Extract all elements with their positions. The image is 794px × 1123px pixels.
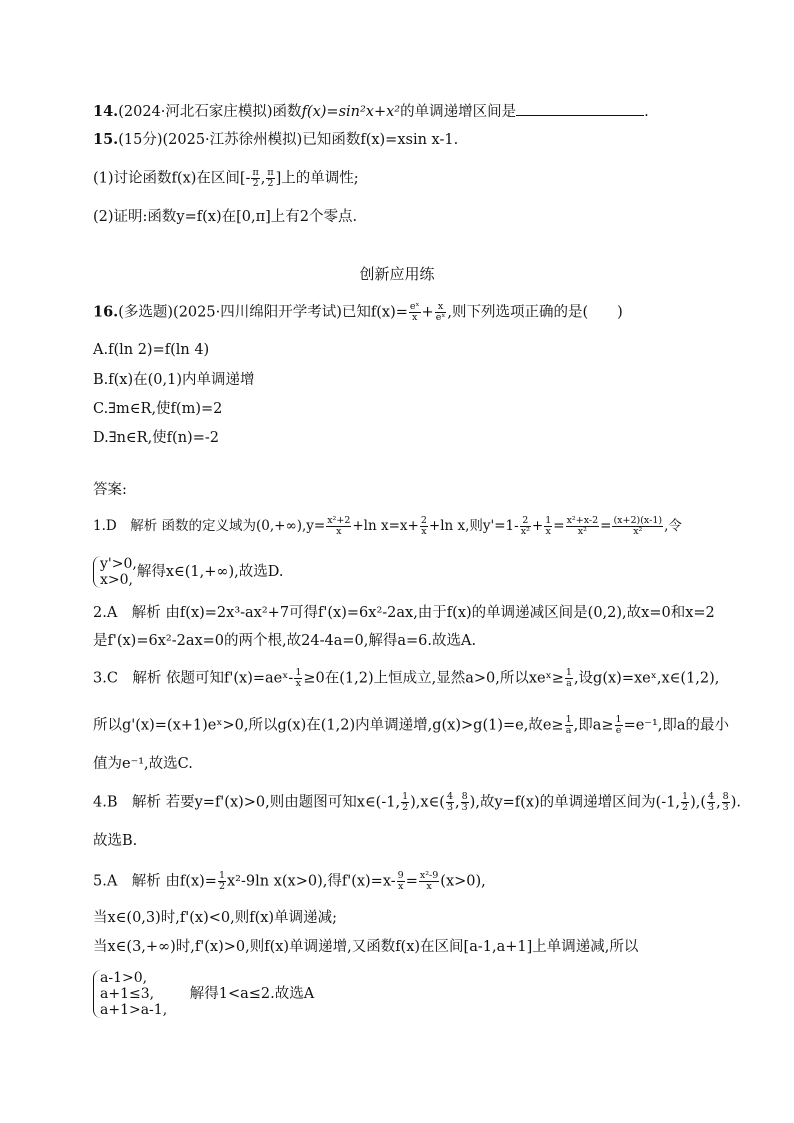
fraction: $\frac{1}{e}$ xyxy=(615,714,622,736)
equation-system: a-1>0, a+1≤3, a+1>a-1, xyxy=(93,970,167,1018)
question-number: 16. xyxy=(93,303,119,321)
answer-2: 2.A 解析 由f(x)=2x³-ax²+7可得f'(x)=6x²-2ax,由于f(x)的单调递减区间是(0,2),故x=0和x=2 xyxy=(93,605,715,621)
option-a: A.f(ln 2)=f(ln 4) xyxy=(93,342,210,358)
question-15-part-2: (2)证明:函数y=f(x)在[0,π]上有2个零点. xyxy=(93,209,358,225)
question-16: 16.(多选题)(2025·四川绵阳开学考试)已知f(x)= $\frac{\text{eˣ}}{x}$ + $\frac{x}{\text{eˣ}}$ ,则下列选项正确的是( ) xyxy=(93,301,623,323)
question-15: 15.(15分)(2025·江苏徐州模拟)已知函数f(x)=xsin x-1. xyxy=(93,131,459,148)
answer-blank[interactable] xyxy=(516,101,644,116)
fraction: $\frac{x}{\text{eˣ}}$ xyxy=(435,301,446,323)
fraction: $\frac{9}{x}$ xyxy=(397,870,404,892)
fraction: $\frac{(x+2)(x-1)}{\text{x²}}$ xyxy=(613,515,663,537)
fraction: $\frac{1}{2}$ xyxy=(682,791,689,813)
answer-3-end: 值为e⁻¹,故选C. xyxy=(93,756,193,772)
answer-3: 3.C 解析 依题可知f'(x)=aeˣ- $\frac{1}{x}$ ≥0在(1,2)上恒成立,显然a>0,所以xeˣ≥ $\frac{1}{a}$ ,设g(x)=xeˣ,x∈(1,2), xyxy=(93,667,720,689)
option-b: B.f(x)在(0,1)内单调递增 xyxy=(93,372,255,388)
fraction: $\frac{4}{3}$ xyxy=(708,791,715,813)
answer-1-system: y'>0, x>0, 解得x∈(1,+∞),故选D. xyxy=(93,556,283,588)
answer-5: 5.A 解析 由f(x)= $\frac{1}{2}$ x²-9ln x(x>0),得f'(x)=x- $\frac{9}{x}$ = $\frac{\text{x²-9}}{x}$ (x>0), xyxy=(93,870,486,892)
option-d: D.∃n∈R,使f(n)=-2 xyxy=(93,430,219,446)
equation-system: y'>0, x>0, xyxy=(93,556,137,588)
question-number: 14. xyxy=(93,103,119,120)
fraction: $\frac{8}{3}$ xyxy=(722,791,729,813)
fraction: $\frac{\text{x²-9}}{x}$ xyxy=(419,870,439,892)
answer-5-system: a-1>0, a+1≤3, a+1>a-1, 解得1<a≤2.故选A xyxy=(93,970,314,1018)
answer-3-cont: 所以g'(x)=(x+1)eˣ>0,所以g(x)在(1,2)内单调递增,g(x)>g(1)=e,故e≥ $\frac{1}{a}$ ,即a≥ $\frac{1}{e}$ =e⁻¹,即a的最小 xyxy=(93,714,730,736)
fraction: $\frac{2}{\text{x²}}$ xyxy=(520,515,530,537)
answer-1: 1.D 解析 函数的定义域为(0,+∞),y= $\frac{\text{x²+2}}{x}$ +ln x=x+ $\frac{2}{x}$ +ln x,则y'=1- $\frac{2}{\text{x²}}$ + $\frac{1}{x}$ = $\frac{\text{x²+x-2}}{\text{x²}}$ = $\frac{(x+2)(x-1)}{\text{x²}}$ ,令 xyxy=(93,515,682,537)
fraction: $\frac{\text{x²+x-2}}{\text{x²}}$ xyxy=(566,515,599,537)
fraction: $\frac{1}{2}$ xyxy=(218,870,225,892)
answer-5-line-2: 当x∈(0,3)时,f'(x)<0,则f(x)单调递减; xyxy=(93,910,337,926)
fraction: $\frac{\text{x²+2}}{x}$ xyxy=(327,515,351,537)
fraction: $\frac{1}{2}$ xyxy=(402,791,409,813)
fraction: $\frac{1}{x}$ xyxy=(295,667,302,689)
answer-4-end: 故选B. xyxy=(93,833,138,849)
section-title: 创新应用练 xyxy=(359,265,435,283)
question-14: 14.(2024·河北石家庄模拟)函数f(x)=sin²x+x²的单调递增区间是 . xyxy=(93,103,649,120)
answers-label: 答案: xyxy=(93,482,127,498)
option-c: C.∃m∈R,使f(m)=2 xyxy=(93,401,223,417)
fraction: $\frac{\pi}{2}$ xyxy=(252,167,259,189)
question-15-part-1: (1)讨论函数f(x)在区间[- $\frac{\pi}{2}$ , $\frac{\pi}{2}$ ]上的单调性; xyxy=(93,167,359,189)
answer-5-line-3: 当x∈(3,+∞)时,f'(x)>0,则f(x)单调递增,又函数f(x)在区间[a-1,a+1]上单调递减,所以 xyxy=(93,939,639,955)
fraction: $\frac{1}{a}$ xyxy=(565,714,572,736)
fraction: $\frac{2}{x}$ xyxy=(420,515,427,537)
fraction: $\frac{\pi}{2}$ xyxy=(267,167,274,189)
answer-2-cont: 是f'(x)=6x²-2ax=0的两个根,故24-4a=0,解得a=6.故选A. xyxy=(93,633,477,649)
answer-4: 4.B 解析 若要y=f'(x)>0,则由题图可知x∈(-1, $\frac{1}{2}$ ),x∈( $\frac{4}{3}$ , $\frac{8}{3}$ ),故y=f(x)的单调递增区间为(-1, $\frac{1}{2}$ ),( $\frac{4}{3}$ , $\frac{8}{3}$ ). xyxy=(93,791,741,813)
fraction: $\frac{4}{3}$ xyxy=(446,791,454,813)
fraction: $\frac{1}{x}$ xyxy=(545,515,552,537)
fraction: $\frac{1}{a}$ xyxy=(565,667,572,689)
question-number: 15. xyxy=(93,131,119,148)
fraction: $\frac{8}{3}$ xyxy=(461,791,468,813)
fraction: $\frac{\text{eˣ}}{x}$ xyxy=(409,301,420,323)
